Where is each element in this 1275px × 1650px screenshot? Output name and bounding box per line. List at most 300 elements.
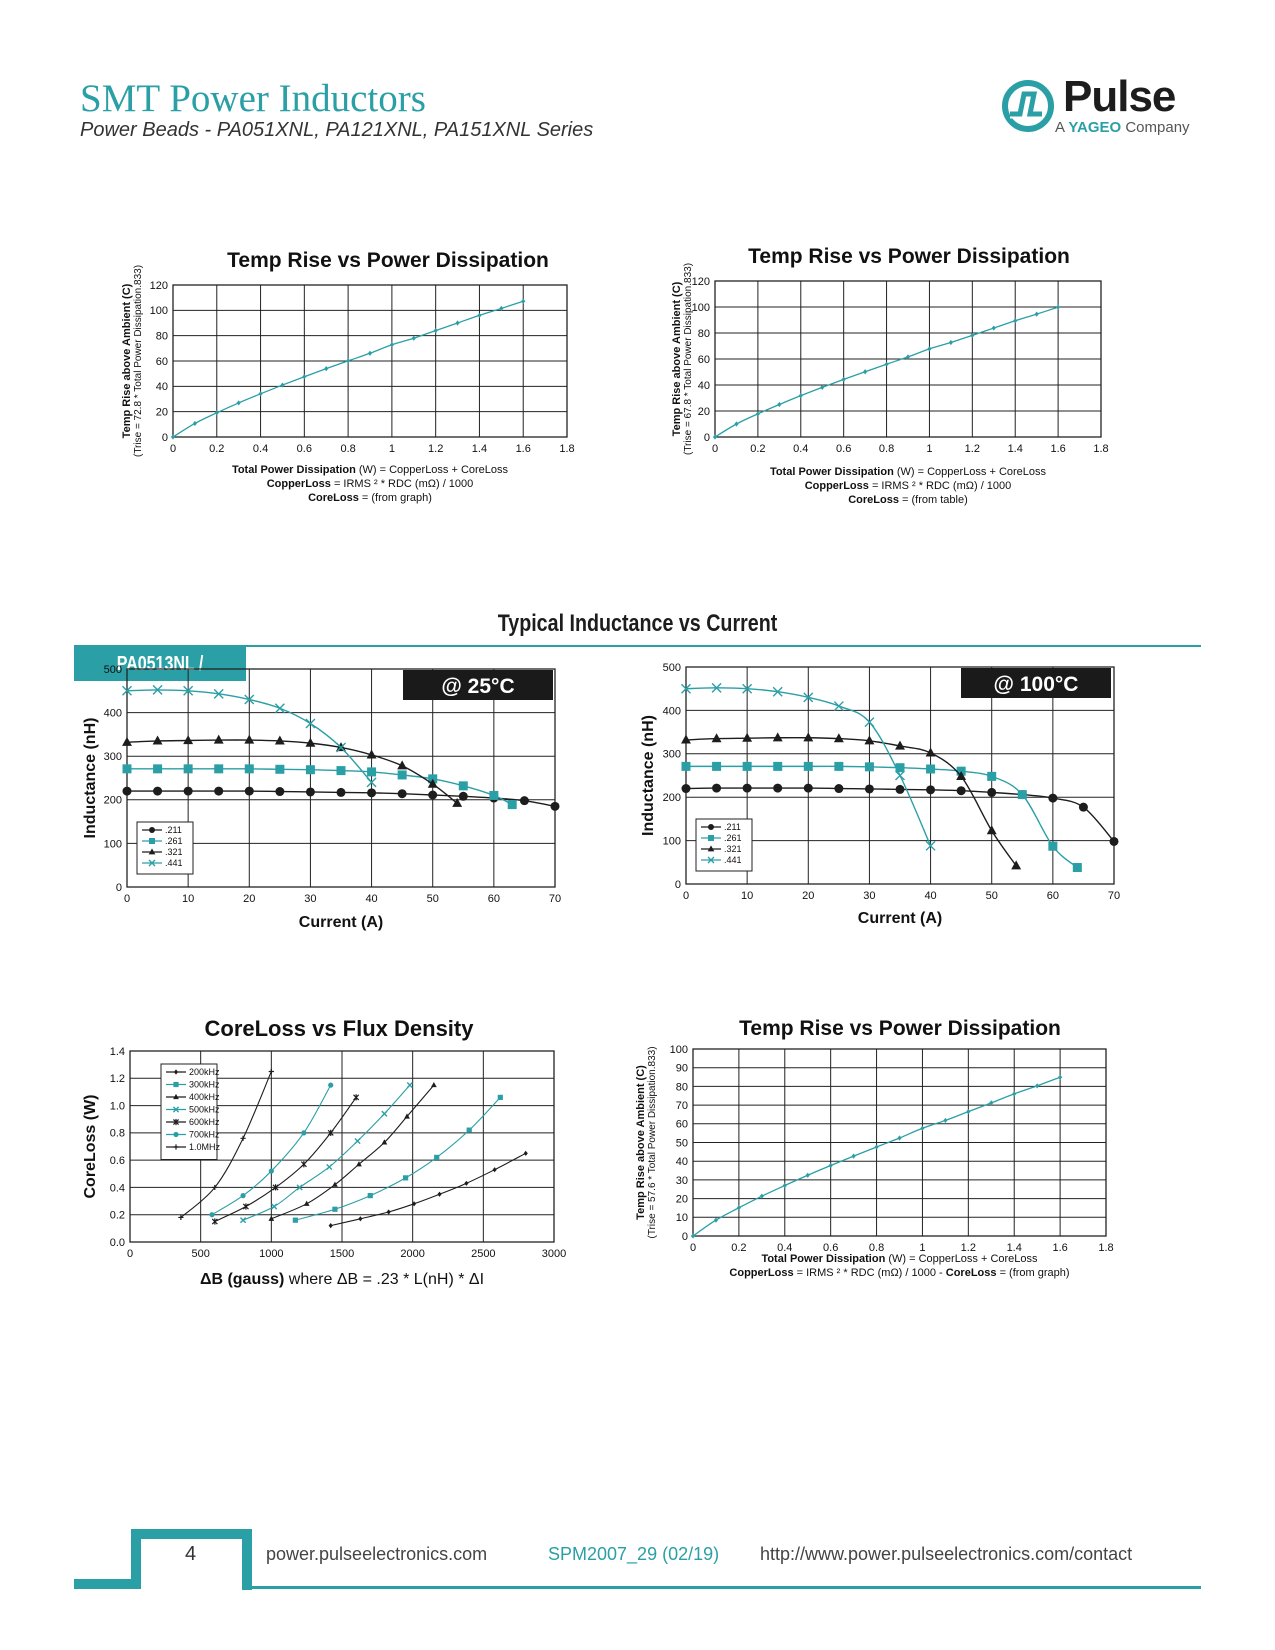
x-axis-label-line-part: CopperLoss: [729, 1267, 794, 1279]
y-tick-label: 1.0: [109, 1100, 125, 1113]
x-tick-label: 0.2: [209, 443, 225, 455]
y-tick-label: 70: [675, 1099, 688, 1112]
y-axis-sublabel: (Trise = 67.8 * Total Power Dissipation.833): [683, 262, 694, 456]
chart-title: @ 100°C: [993, 673, 1079, 696]
data-point: [863, 369, 867, 374]
data-point: [834, 784, 843, 793]
data-point: [520, 796, 529, 805]
data-point: [489, 791, 498, 800]
x-tick-label: 0.8: [878, 443, 895, 455]
data-point: [355, 1138, 360, 1143]
x-tick-label: 40: [924, 890, 937, 902]
y-tick-label: 20: [675, 1193, 688, 1206]
x-tick-label: 10: [182, 893, 195, 905]
x-axis-label-bold: ΔB (gauss): [199, 1271, 285, 1288]
data-point: [521, 299, 525, 304]
x-axis-label-line-part: (W) = CopperLoss + CoreLoss: [885, 1253, 1038, 1265]
data-point: [184, 764, 193, 773]
legend-label: .441: [724, 855, 742, 866]
section-tab-label: PA0513NL / PA1513NL: [116, 653, 204, 709]
data-point: [1035, 312, 1039, 317]
series-600kHz: [212, 1094, 359, 1224]
data-point: [734, 421, 738, 426]
pulse-logo: [1000, 72, 1200, 142]
legend-label: .211: [724, 822, 741, 833]
data-point: [842, 377, 846, 382]
chart-title: Temp Rise vs Power Dissipation: [227, 249, 549, 272]
legend-label: 200kHz: [189, 1067, 220, 1078]
x-tick-label: 50: [426, 893, 439, 905]
logo-brand: YAGEO: [1068, 119, 1122, 136]
legend: [696, 819, 752, 871]
pulse-logo-mark-icon: [1000, 78, 1060, 138]
legend: [161, 1064, 221, 1160]
x-axis-label-line: [805, 480, 1012, 492]
data-point: [926, 764, 935, 773]
data-point: [1012, 1091, 1016, 1096]
data-point: [834, 762, 843, 771]
logo-name: Pulse: [1063, 72, 1176, 121]
x-axis-label-line: [770, 466, 1047, 478]
x-axis-label-line: [848, 494, 968, 506]
x-tick-label: 1.8: [1098, 1242, 1114, 1254]
y-axis-label: Temp Rise above Ambient (C): [635, 1065, 647, 1220]
y-tick-label: 120: [691, 275, 710, 288]
data-point: [367, 788, 376, 797]
data-point: [493, 1167, 497, 1172]
data-point: [464, 1181, 468, 1186]
y-tick-label: 100: [103, 838, 122, 851]
x-axis-label-line-part: CopperLoss: [266, 478, 331, 490]
y-tick-label: 20: [155, 406, 168, 419]
x-tick-label: 60: [487, 893, 500, 905]
series-.321: [122, 735, 462, 807]
data-point: [275, 736, 285, 745]
chart-temp-rise-3: [630, 1010, 1140, 1290]
data-point: [865, 762, 874, 771]
y-axis-label: Temp Rise above Ambient (C): [121, 283, 133, 439]
page-number: 4: [185, 1543, 197, 1565]
y-axis-sublabel: (Trise = 57.6 * Total Power Dissipation.833): [647, 1046, 658, 1239]
x-axis-label-line-part: Total Power Dissipation: [769, 466, 894, 478]
y-tick-label: 20: [697, 405, 710, 418]
x-axis-label-line-part: CoreLoss: [848, 494, 899, 506]
data-point: [193, 421, 197, 426]
x-tick-label: 0.4: [777, 1242, 793, 1254]
page-subtitle: Power Beads - PA051XNL, PA121XNL, PA151XNL Series: [80, 119, 594, 141]
data-point: [328, 1083, 333, 1088]
data-point: [713, 434, 717, 439]
x-tick-label: 0: [169, 443, 177, 455]
x-tick-label: 40: [365, 893, 378, 905]
data-point: [743, 762, 752, 771]
legend-label: 700kHz: [189, 1129, 220, 1140]
y-tick-label: 40: [697, 379, 710, 392]
data-point: [756, 411, 760, 416]
series-500kHz: [240, 1083, 412, 1223]
data-point: [332, 1182, 338, 1187]
data-point: [153, 764, 162, 773]
x-tick-label: 1: [926, 443, 933, 455]
x-axis-label-line-part: (W) = CopperLoss + CoreLoss: [355, 464, 509, 476]
y-axis-label: Inductance (nH): [82, 717, 99, 839]
data-point: [966, 1109, 970, 1114]
data-point: [712, 733, 722, 742]
data-point: [240, 1136, 245, 1141]
x-tick-label: 20: [243, 893, 256, 905]
data-point: [240, 1218, 245, 1223]
y-tick-label: 50: [675, 1137, 688, 1150]
chart-coreloss: [75, 1010, 595, 1300]
x-tick-label: 0.4: [252, 443, 269, 455]
chart-temp-rise-2: [660, 238, 1140, 518]
x-axis-label-line-part: = (from table): [898, 494, 968, 506]
data-point: [398, 789, 407, 798]
x-tick-label: 60: [1046, 890, 1059, 902]
x-tick-label: 0: [123, 893, 131, 905]
data-point: [212, 1218, 217, 1224]
data-point: [301, 1130, 306, 1135]
x-tick-label: 1500: [329, 1248, 355, 1260]
x-axis-label-line-part: CopperLoss: [804, 480, 869, 492]
data-point: [324, 366, 328, 371]
y-tick-label: 0.8: [109, 1127, 125, 1140]
data-point: [783, 1183, 787, 1188]
legend-label: .261: [724, 833, 742, 844]
data-point: [806, 1173, 810, 1178]
legend-label: .211: [165, 825, 182, 836]
logo-suffix: Company: [1125, 119, 1190, 136]
data-point: [387, 1209, 391, 1214]
x-tick-label: 0.6: [823, 1242, 839, 1254]
y-tick-label: 400: [662, 705, 681, 718]
legend-marker: [173, 1132, 178, 1137]
y-tick-label: 200: [103, 794, 122, 807]
legend-marker: [173, 1082, 178, 1087]
y-tick-label: 80: [697, 327, 710, 340]
x-tick-label: 0: [126, 1248, 134, 1260]
data-point: [834, 733, 844, 742]
legend-label: 500kHz: [189, 1104, 220, 1115]
x-tick-label: 1.8: [559, 443, 575, 455]
data-point: [777, 402, 781, 407]
data-point: [434, 1155, 439, 1160]
y-axis-label: Inductance (nH): [640, 715, 657, 836]
y-tick-label: 40: [675, 1156, 688, 1169]
legend-label: 600kHz: [189, 1117, 220, 1128]
data-point: [682, 762, 691, 771]
data-point: [829, 1163, 833, 1168]
series-line: [215, 1097, 356, 1221]
data-point: [455, 320, 459, 325]
x-tick-label: 0.2: [750, 443, 766, 455]
data-point: [407, 1083, 412, 1088]
data-point: [987, 788, 996, 797]
chart-title: Temp Rise vs Power Dissipation: [748, 245, 1070, 268]
data-point: [1079, 803, 1088, 812]
data-point: [799, 393, 803, 398]
data-point: [346, 358, 350, 363]
data-point: [431, 1082, 437, 1087]
data-point: [865, 784, 874, 793]
data-point: [459, 781, 468, 790]
data-point: [897, 1135, 901, 1140]
chart-title: Temp Rise vs Power Dissipation: [739, 1017, 1061, 1040]
data-point: [949, 340, 953, 345]
x-axis-label-line: [232, 464, 509, 476]
y-axis-sublabel: (Trise = 72.8 * Total Power Dissipation.833): [133, 264, 144, 458]
x-tick-label: 1: [388, 443, 395, 455]
x-tick-label: 0.8: [340, 443, 356, 455]
data-point: [354, 1094, 359, 1100]
x-axis-label-line-part: = IRMS ² * RDC (mΩ) / 1000: [868, 480, 1012, 492]
legend-label: 300kHz: [189, 1079, 220, 1090]
x-axis-label-line-part: (W) = CopperLoss + CoreLoss: [893, 466, 1047, 478]
x-tick-label: 70: [1107, 890, 1121, 902]
x-tick-label: 50: [985, 890, 998, 902]
data-point: [398, 770, 407, 779]
y-tick-label: 30: [675, 1174, 688, 1187]
y-tick-label: 0: [681, 1230, 688, 1243]
data-point: [337, 766, 346, 775]
chart-inductance-100c: [633, 658, 1163, 958]
chart-inductance-25c: [75, 660, 605, 960]
x-tick-label: 1.6: [515, 443, 531, 455]
data-point: [209, 1212, 214, 1217]
data-point: [1048, 794, 1057, 803]
data-point: [508, 800, 517, 809]
data-point: [742, 733, 752, 742]
data-point: [1056, 305, 1060, 310]
data-point: [970, 333, 974, 338]
data-point: [743, 784, 752, 793]
y-tick-label: 0: [115, 881, 122, 894]
x-tick-label: 0: [711, 443, 719, 455]
x-tick-label: 1: [919, 1242, 926, 1254]
x-axis-label-line-part: Total Power Dissipation: [231, 464, 356, 476]
data-point: [803, 732, 813, 741]
data-point: [926, 785, 935, 794]
data-point: [927, 346, 931, 351]
data-point: [275, 765, 284, 774]
data-point: [992, 325, 996, 330]
y-tick-label: 500: [662, 661, 681, 674]
data-point: [477, 313, 481, 318]
y-axis-label: CoreLoss (W): [82, 1094, 99, 1199]
data-point: [329, 1223, 333, 1228]
series-line: [295, 1097, 500, 1220]
data-point: [920, 1126, 924, 1131]
data-point: [773, 784, 782, 793]
y-tick-label: 0.0: [109, 1236, 125, 1249]
legend-label: .321: [165, 847, 183, 858]
data-point: [123, 787, 132, 796]
data-point: [437, 1192, 441, 1197]
x-axis-label: [200, 1271, 484, 1288]
x-tick-label: 1.4: [1006, 1242, 1022, 1254]
y-tick-label: 90: [675, 1062, 688, 1075]
data-point: [834, 702, 843, 711]
y-tick-label: 1.2: [109, 1073, 125, 1086]
footer-contact-link[interactable]: http://www.power.pulseelectronics.com/contact: [760, 1544, 1133, 1564]
data-point: [153, 736, 163, 745]
data-point: [1035, 1083, 1039, 1088]
legend-label: 400kHz: [189, 1092, 220, 1103]
data-point: [390, 342, 394, 347]
data-point: [1013, 318, 1017, 323]
y-tick-label: 300: [662, 748, 681, 761]
data-point: [244, 735, 254, 744]
data-point: [214, 787, 223, 796]
x-tick-label: 2000: [400, 1248, 425, 1260]
x-tick-label: 1.4: [471, 443, 488, 455]
legend-marker: [708, 835, 714, 841]
data-point: [737, 1205, 741, 1210]
data-point: [1073, 863, 1082, 872]
data-point: [884, 362, 888, 367]
x-tick-label: 3000: [541, 1248, 567, 1260]
y-tick-label: 0.6: [109, 1154, 125, 1167]
y-tick-label: 60: [155, 355, 168, 368]
data-point: [367, 767, 376, 776]
x-axis-label-line: [729, 1267, 1069, 1279]
section-title: Typical Inductance vs Current: [497, 610, 778, 637]
data-point: [682, 784, 691, 793]
data-point: [214, 764, 223, 773]
data-point: [498, 1095, 503, 1100]
legend-label: 1.0MHz: [189, 1142, 221, 1153]
data-point: [237, 400, 241, 405]
data-point: [524, 1151, 528, 1156]
y-tick-label: 200: [662, 792, 681, 805]
data-point: [773, 732, 783, 741]
data-point: [272, 1204, 277, 1209]
data-point: [280, 382, 284, 387]
data-point: [123, 764, 132, 773]
data-point: [403, 1175, 408, 1180]
x-tick-label: 1000: [259, 1248, 284, 1260]
data-point: [382, 1111, 387, 1116]
data-point: [987, 772, 996, 781]
data-point: [804, 762, 813, 771]
data-point: [269, 1069, 274, 1074]
data-point: [852, 1154, 856, 1159]
legend-label: .321: [724, 844, 742, 855]
x-tick-label: 0.6: [296, 443, 312, 455]
data-point: [1058, 1075, 1062, 1080]
data-point: [258, 391, 262, 396]
data-point: [215, 410, 219, 415]
y-tick-label: 0: [703, 431, 710, 444]
data-point: [122, 737, 132, 746]
footer-website-link[interactable]: power.pulseelectronics.com: [266, 1544, 488, 1564]
x-tick-label: 0: [689, 1242, 697, 1254]
data-point: [302, 374, 306, 379]
y-axis-label: Temp Rise above Ambient (C): [671, 281, 683, 437]
data-point: [306, 765, 315, 774]
y-tick-label: 1.4: [109, 1045, 125, 1058]
logo-tagline: [1055, 119, 1190, 136]
x-axis-label-line-part: CoreLoss: [945, 1267, 997, 1279]
data-point: [368, 1193, 373, 1198]
data-point: [957, 786, 966, 795]
y-tick-label: 100: [662, 835, 681, 848]
x-tick-label: 0.6: [836, 443, 852, 455]
data-point: [712, 784, 721, 793]
data-point: [714, 1218, 718, 1223]
series-300kHz: [293, 1095, 503, 1223]
y-tick-label: 120: [149, 279, 168, 292]
x-axis-label-line: [308, 492, 432, 504]
x-axis-label-line-part: CoreLoss: [308, 492, 359, 504]
x-axis-label-line-part: = (from graph): [996, 1267, 1070, 1279]
data-point: [434, 328, 438, 333]
y-tick-label: 80: [675, 1081, 688, 1094]
x-tick-label: 0.4: [793, 443, 809, 455]
data-point: [551, 802, 560, 811]
legend-label: .261: [165, 836, 183, 847]
data-point: [896, 785, 905, 794]
x-tick-label: 30: [304, 893, 317, 905]
data-point: [214, 735, 224, 744]
x-axis-label-line-part: Total Power Dissipation: [761, 1253, 886, 1265]
x-tick-label: 1.6: [1052, 1242, 1068, 1254]
data-point: [1018, 790, 1027, 799]
data-point: [243, 1203, 248, 1209]
data-point: [293, 1218, 298, 1223]
y-tick-label: 60: [675, 1118, 688, 1131]
x-tick-label: 30: [863, 890, 876, 902]
data-point: [467, 1128, 472, 1133]
x-tick-label: 500: [191, 1248, 210, 1260]
footer-doc-code: SPM2007_29 (02/19): [548, 1544, 720, 1564]
data-point: [240, 1193, 245, 1198]
data-point: [412, 336, 416, 341]
data-point: [681, 735, 691, 744]
x-tick-label: 0.8: [868, 1242, 885, 1254]
data-point: [337, 788, 346, 797]
data-point: [368, 351, 372, 356]
data-point: [459, 792, 468, 801]
x-tick-label: 1.2: [964, 443, 980, 455]
data-point: [245, 787, 254, 796]
data-point: [987, 825, 997, 834]
x-axis-label: Current (A): [298, 914, 384, 931]
data-point: [275, 787, 284, 796]
chart-title: CoreLoss vs Flux Density: [204, 1016, 474, 1041]
y-tick-label: 0.2: [109, 1209, 125, 1222]
data-point: [428, 791, 437, 800]
x-axis-label-line-part: = IRMS ² * RDC (mΩ) / 1000 -: [793, 1267, 946, 1279]
data-point: [896, 771, 905, 780]
data-point: [1048, 842, 1057, 851]
x-tick-label: 1.4: [1007, 443, 1023, 455]
data-point: [804, 784, 813, 793]
legend-marker: [708, 824, 714, 830]
x-axis-label-line-part: = (from graph): [358, 492, 432, 504]
data-point: [874, 1144, 878, 1149]
legend-marker: [149, 827, 155, 833]
data-point: [269, 1168, 274, 1173]
data-point: [171, 434, 175, 439]
legend-marker: [149, 838, 155, 844]
x-tick-label: 0.2: [731, 1242, 747, 1254]
x-tick-label: 1.2: [428, 443, 444, 455]
chart-title: @ 25°C: [441, 675, 515, 698]
data-point: [332, 1207, 337, 1212]
data-point: [358, 1216, 362, 1221]
y-tick-label: 0: [674, 878, 681, 891]
